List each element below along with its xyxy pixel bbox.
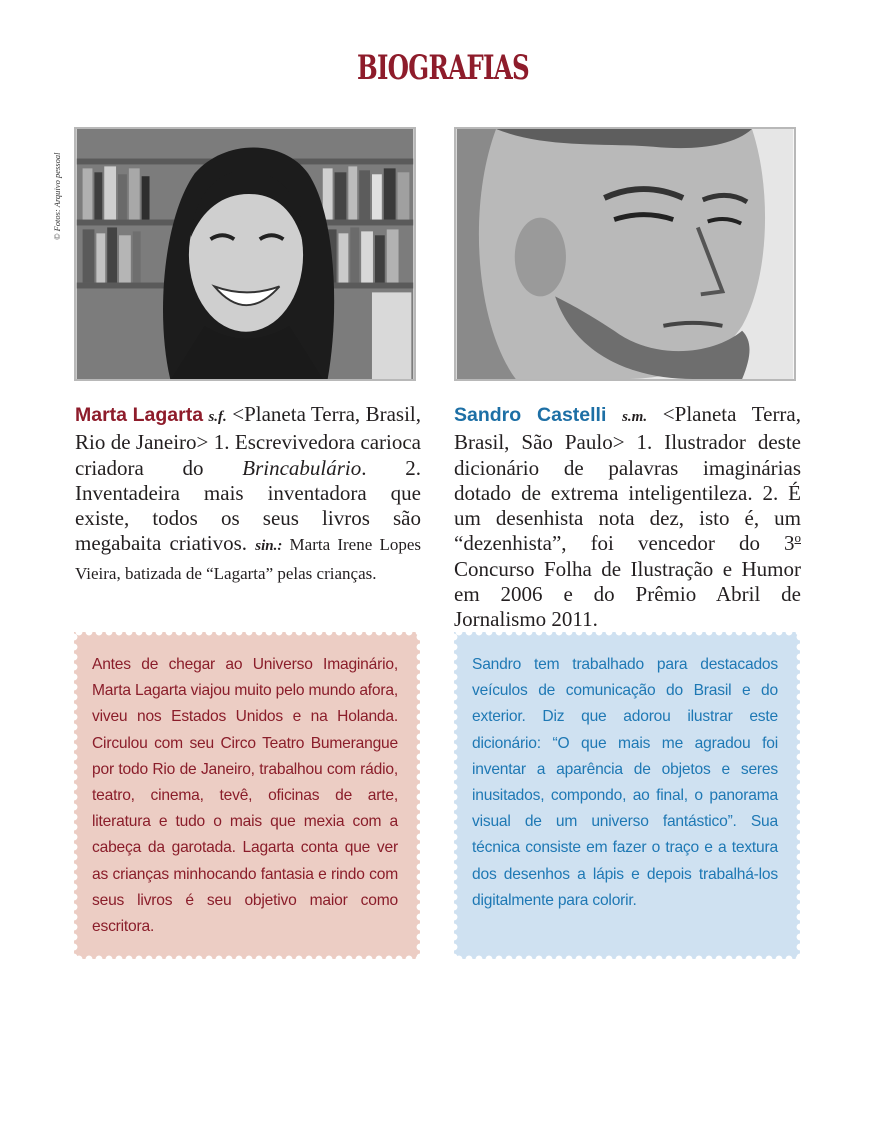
photo-marta-lagarta [74,127,416,381]
illustrator-name: Sandro Castelli [454,404,607,426]
synonym-text: Marta Irene Lopes Vieira, batizada de “Lagarta” pelas crianças. [75,535,421,583]
photo-credit: © Fotos: Arquivo pessoal [52,152,62,240]
portrait-photo-bearded-man-icon [456,129,794,379]
bio-marta-lagarta [75,402,421,586]
bio-text: <Planeta Terra, Brasil, São Paulo> 1. Ilustrador deste dicionário de palavras imaginárias dotado de extrema inteligentileza. 2. É um desenhista nota dez, isto é, um “dezenhista”, foi vencedor do 3 [454,402,801,556]
gender-label: s.m. [622,409,648,425]
info-box-text: Sandro tem trabalhado para destacados veículos de comunicação do Brasil e do exterior. Diz que adorou ilustrar este dicionário: “O que mais me agradou foi inventar a aparência de objetos e seres inusitados, compondo, ao final, o panorama visual de um universo fantástico”. Sua técnica consiste em fazer o traço e a textura dos desenhos a lápis e depois trabalhá-los digitalmente para colorir. [472,656,778,909]
photo-sandro-castelli [454,127,796,381]
bio-text-continued: . 2. Inventadeira mais inventadora que existe, todos os seus livros são megabaita criativos. [75,455,421,556]
author-name: Marta Lagarta [75,404,204,426]
bio-text-continued: Concurso Folha de Ilustração e Humor em 2006 e do Prêmio Abril de Jornalismo 2011. [454,556,801,632]
gender-label: s.f. [208,409,227,425]
bio-sandro-castelli [454,402,801,633]
ordinal-superscript: o [794,530,801,546]
info-box-sandro [454,632,800,959]
bio-text: <Planeta Terra, Brasil, Rio de Janeiro> 1. Escrevivedora carioca criadora do [75,402,421,480]
info-box-marta [74,632,420,959]
synonym-label: sin.: [255,538,283,555]
page-title: BIOGRAFIAS [356,48,530,88]
info-box-text: Antes de chegar ao Universo Imaginário, Marta Lagarta viajou muito pelo mundo afora, viveu nos Estados Unidos e na Holanda. Circulou com seu Circo Teatro Bumerangue por todo Rio de Janeiro, trabalhou com rádio, teatro, cinema, tevê, oficinas de arte, literatura e tudo o mais que mexia com a cabeça da garotada. Lagarta conta que ver as crianças minhocando fantasia e rindo com seus livros é seu objetivo maior como escritora. [92,656,398,936]
book-title: Brincabulário [242,455,362,480]
portrait-photo-smiling-woman-icon [76,129,414,379]
